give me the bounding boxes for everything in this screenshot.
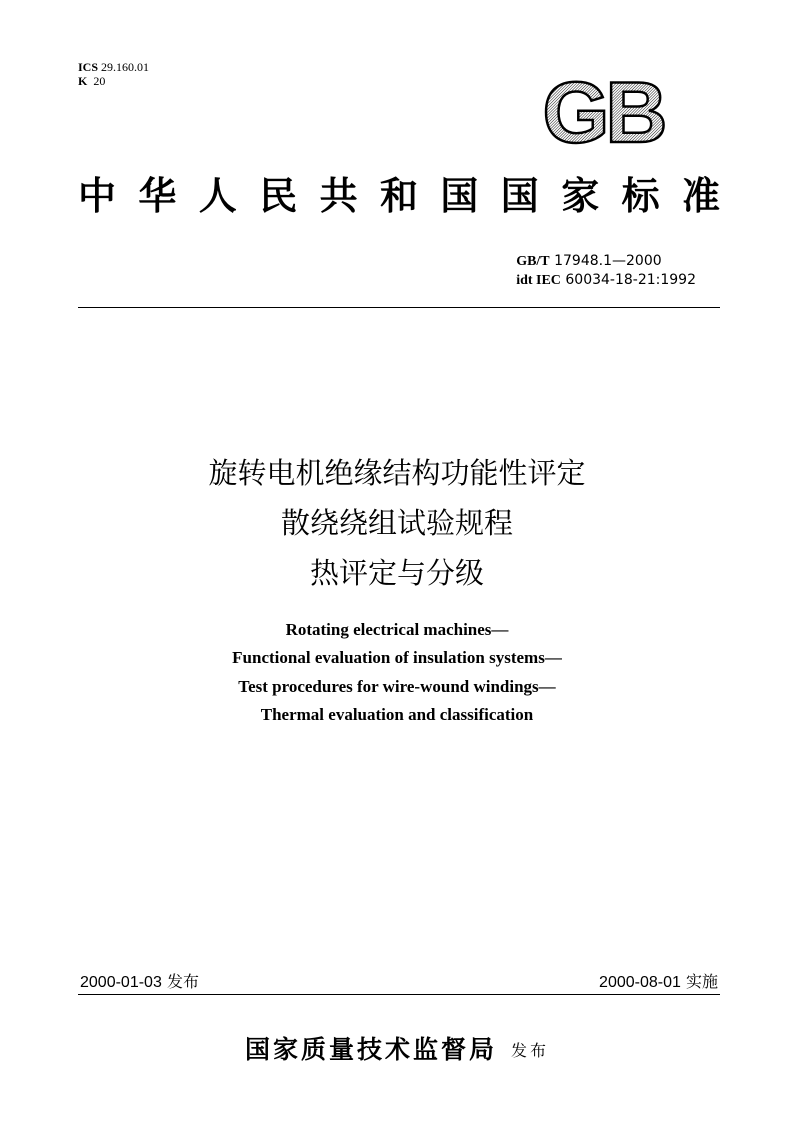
issued-date bbox=[80, 972, 199, 993]
ccs-label: K bbox=[78, 74, 88, 88]
ccs-code: 20 bbox=[93, 74, 106, 88]
ics-code: 29.160.01 bbox=[101, 60, 150, 74]
gb-logo bbox=[528, 72, 678, 150]
top-divider bbox=[78, 307, 720, 308]
idt-prefix: idt IEC bbox=[516, 273, 561, 288]
idt-code: 60034-18-21:1992 bbox=[565, 272, 696, 288]
effective-date bbox=[599, 972, 718, 993]
ics-line bbox=[78, 60, 149, 74]
standard-number-block bbox=[516, 252, 696, 290]
effective-date-label: 实施 bbox=[685, 972, 718, 991]
bottom-divider bbox=[78, 994, 720, 995]
logo-text: GB bbox=[542, 72, 664, 150]
standard-code: 17948.1—2000 bbox=[554, 253, 662, 269]
title-en-line-2: Functional evaluation of insulation systems— bbox=[232, 648, 562, 667]
title-cn-line-3: 热评定与分级 bbox=[309, 556, 484, 590]
title-en-line-1: Rotating electrical machines— bbox=[285, 620, 509, 639]
national-standard-heading: 中华人民共和国国家标准 bbox=[78, 173, 720, 218]
title-cn-line-1: 旋转电机绝缘结构功能性评定 bbox=[208, 456, 586, 490]
issuer-suffix: 发布 bbox=[511, 1041, 550, 1060]
title-en-line-4: Thermal evaluation and classification bbox=[260, 705, 534, 724]
standard-prefix: GB/T bbox=[516, 254, 550, 269]
ics-label: ICS bbox=[78, 60, 99, 74]
idt-reference bbox=[516, 271, 696, 290]
issued-date-value: 2000-01-03 bbox=[80, 974, 162, 991]
title-en-line-3: Test procedures for wire-wound windings— bbox=[238, 677, 556, 696]
ccs-line bbox=[78, 74, 149, 88]
effective-date-value: 2000-08-01 bbox=[599, 974, 681, 991]
issued-date-label: 发布 bbox=[166, 972, 199, 991]
standard-number bbox=[516, 252, 696, 271]
issuer-name: 国家质量技术监督局 bbox=[244, 1035, 497, 1064]
classification-codes bbox=[78, 60, 149, 88]
issuing-authority bbox=[0, 1030, 794, 1066]
title-cn-line-2: 散绕绕组试验规程 bbox=[280, 506, 513, 540]
